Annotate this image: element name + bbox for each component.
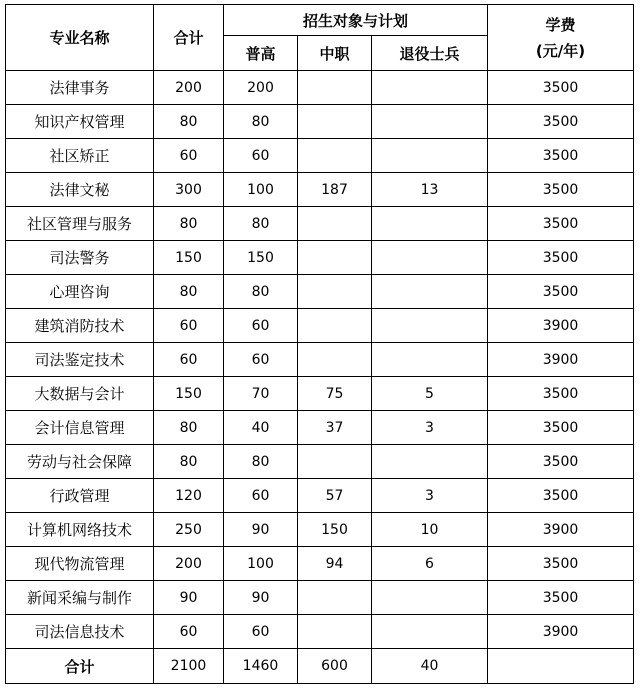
total-cell: 120 — [154, 479, 224, 513]
major-cell: 社区矫正 — [6, 139, 154, 173]
veteran-cell — [372, 343, 488, 377]
major-cell: 司法鉴定技术 — [6, 343, 154, 377]
total-cell: 300 — [154, 173, 224, 207]
table-row — [6, 377, 634, 411]
table-row — [6, 343, 634, 377]
totals-row — [6, 649, 634, 684]
pugao-cell: 40 — [224, 411, 298, 445]
veteran-cell — [372, 139, 488, 173]
totals-major-cell: 合计 — [6, 649, 154, 684]
pugao-cell: 60 — [224, 309, 298, 343]
table-body — [6, 71, 634, 684]
total-cell: 80 — [154, 105, 224, 139]
header-zhongzhi: 中职 — [298, 36, 372, 71]
total-cell: 80 — [154, 207, 224, 241]
enrollment-plan-table — [5, 4, 634, 684]
pugao-cell: 100 — [224, 173, 298, 207]
totals-zhongzhi-cell: 600 — [298, 649, 372, 684]
veteran-cell — [372, 105, 488, 139]
fee-cell: 3500 — [488, 139, 634, 173]
zhongzhi-cell — [298, 207, 372, 241]
major-cell: 司法信息技术 — [6, 615, 154, 649]
pugao-cell: 60 — [224, 479, 298, 513]
major-cell: 新闻采编与制作 — [6, 581, 154, 615]
zhongzhi-cell: 94 — [298, 547, 372, 581]
total-cell: 200 — [154, 547, 224, 581]
major-cell: 建筑消防技术 — [6, 309, 154, 343]
zhongzhi-cell: 75 — [298, 377, 372, 411]
totals-pugao-cell: 1460 — [224, 649, 298, 684]
fee-cell: 3500 — [488, 71, 634, 105]
pugao-cell: 70 — [224, 377, 298, 411]
total-cell: 60 — [154, 309, 224, 343]
veteran-cell — [372, 445, 488, 479]
pugao-cell: 90 — [224, 513, 298, 547]
pugao-cell: 90 — [224, 581, 298, 615]
fee-cell: 3500 — [488, 173, 634, 207]
veteran-cell: 13 — [372, 173, 488, 207]
veteran-cell — [372, 241, 488, 275]
zhongzhi-cell: 37 — [298, 411, 372, 445]
total-cell: 150 — [154, 377, 224, 411]
table-row — [6, 207, 634, 241]
major-cell: 现代物流管理 — [6, 547, 154, 581]
zhongzhi-cell — [298, 309, 372, 343]
header-fee-line2: (元/年) — [535, 41, 586, 60]
pugao-cell: 80 — [224, 105, 298, 139]
fee-cell: 3500 — [488, 581, 634, 615]
header-fee-line1: 学费 — [545, 15, 576, 34]
header-total: 合计 — [154, 5, 224, 71]
fee-cell: 3900 — [488, 309, 634, 343]
totals-total-cell: 2100 — [154, 649, 224, 684]
zhongzhi-cell — [298, 615, 372, 649]
total-cell: 150 — [154, 241, 224, 275]
major-cell: 心理咨询 — [6, 275, 154, 309]
veteran-cell — [372, 71, 488, 105]
table-row — [6, 479, 634, 513]
total-cell: 80 — [154, 411, 224, 445]
table-row — [6, 139, 634, 173]
major-cell: 法律文秘 — [6, 173, 154, 207]
veteran-cell: 3 — [372, 479, 488, 513]
total-cell: 60 — [154, 343, 224, 377]
table-row — [6, 173, 634, 207]
header-veteran: 退役士兵 — [372, 36, 488, 71]
veteran-cell: 3 — [372, 411, 488, 445]
major-cell: 法律事务 — [6, 71, 154, 105]
table-row — [6, 513, 634, 547]
header-fee — [488, 5, 634, 71]
major-cell: 知识产权管理 — [6, 105, 154, 139]
zhongzhi-cell — [298, 343, 372, 377]
fee-cell: 3500 — [488, 207, 634, 241]
header-major: 专业名称 — [6, 5, 154, 71]
veteran-cell — [372, 309, 488, 343]
veteran-cell — [372, 275, 488, 309]
major-cell: 劳动与社会保障 — [6, 445, 154, 479]
fee-cell: 3500 — [488, 479, 634, 513]
zhongzhi-cell: 57 — [298, 479, 372, 513]
veteran-cell: 6 — [372, 547, 488, 581]
total-cell: 60 — [154, 615, 224, 649]
major-cell: 司法警务 — [6, 241, 154, 275]
table-row — [6, 581, 634, 615]
pugao-cell: 60 — [224, 615, 298, 649]
table-row — [6, 275, 634, 309]
total-cell: 90 — [154, 581, 224, 615]
pugao-cell: 100 — [224, 547, 298, 581]
zhongzhi-cell — [298, 241, 372, 275]
fee-cell: 3500 — [488, 377, 634, 411]
fee-cell: 3500 — [488, 547, 634, 581]
table-row — [6, 615, 634, 649]
table-row — [6, 547, 634, 581]
total-cell: 80 — [154, 275, 224, 309]
table-row — [6, 105, 634, 139]
major-cell: 社区管理与服务 — [6, 207, 154, 241]
major-cell: 行政管理 — [6, 479, 154, 513]
fee-cell: 3500 — [488, 275, 634, 309]
major-cell: 大数据与会计 — [6, 377, 154, 411]
fee-cell: 3500 — [488, 105, 634, 139]
total-cell: 60 — [154, 139, 224, 173]
pugao-cell: 80 — [224, 445, 298, 479]
totals-veteran-cell: 40 — [372, 649, 488, 684]
zhongzhi-cell — [298, 445, 372, 479]
totals-fee-cell — [488, 649, 634, 684]
major-cell: 会计信息管理 — [6, 411, 154, 445]
pugao-cell: 60 — [224, 139, 298, 173]
table-row — [6, 411, 634, 445]
pugao-cell: 80 — [224, 275, 298, 309]
pugao-cell: 60 — [224, 343, 298, 377]
veteran-cell: 5 — [372, 377, 488, 411]
zhongzhi-cell — [298, 139, 372, 173]
total-cell: 80 — [154, 445, 224, 479]
zhongzhi-cell — [298, 105, 372, 139]
table-row — [6, 241, 634, 275]
pugao-cell: 150 — [224, 241, 298, 275]
veteran-cell — [372, 207, 488, 241]
table-row — [6, 71, 634, 105]
fee-cell: 3900 — [488, 615, 634, 649]
table-row — [6, 309, 634, 343]
header-pugao: 普高 — [224, 36, 298, 71]
zhongzhi-cell: 150 — [298, 513, 372, 547]
total-cell: 250 — [154, 513, 224, 547]
fee-cell: 3500 — [488, 411, 634, 445]
table-row — [6, 445, 634, 479]
veteran-cell — [372, 615, 488, 649]
fee-cell: 3500 — [488, 445, 634, 479]
fee-cell: 3900 — [488, 513, 634, 547]
pugao-cell: 80 — [224, 207, 298, 241]
major-cell: 计算机网络技术 — [6, 513, 154, 547]
veteran-cell: 10 — [372, 513, 488, 547]
zhongzhi-cell — [298, 275, 372, 309]
total-cell: 200 — [154, 71, 224, 105]
pugao-cell: 200 — [224, 71, 298, 105]
veteran-cell — [372, 581, 488, 615]
fee-cell: 3900 — [488, 343, 634, 377]
header-plan: 招生对象与计划 — [224, 5, 488, 36]
zhongzhi-cell: 187 — [298, 173, 372, 207]
header-row-1 — [6, 5, 634, 36]
zhongzhi-cell — [298, 71, 372, 105]
fee-cell: 3500 — [488, 241, 634, 275]
zhongzhi-cell — [298, 581, 372, 615]
